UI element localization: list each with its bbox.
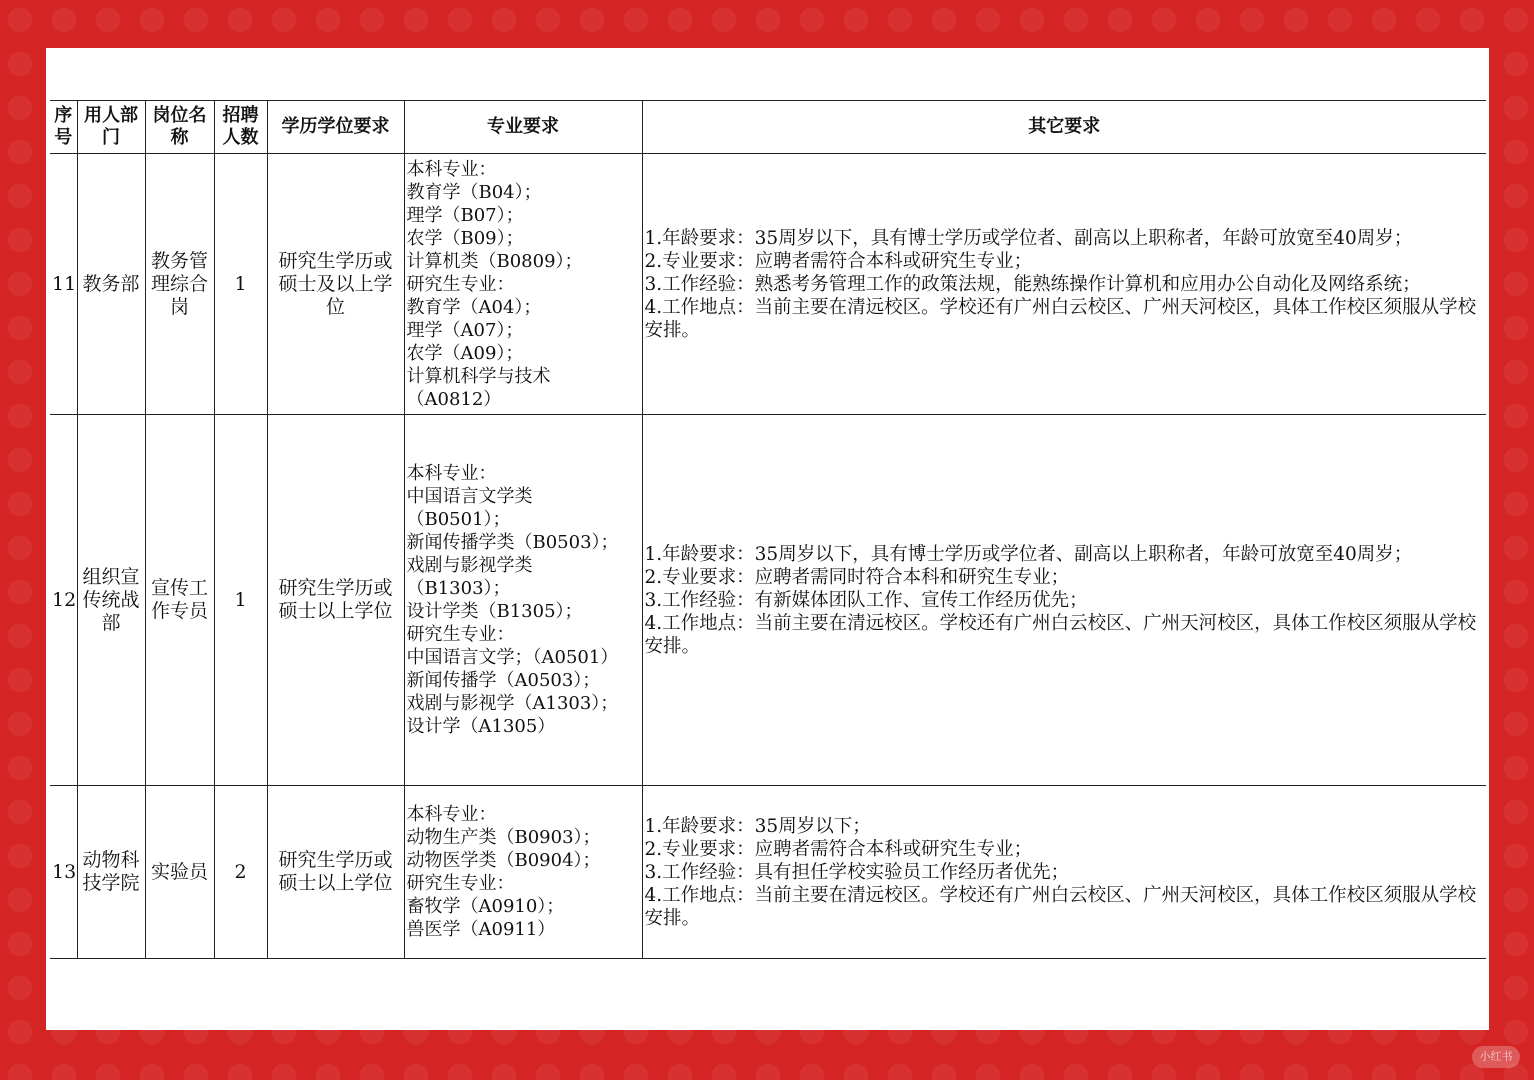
cell-other (642, 154, 1486, 415)
cell-line: 计算机类（B0809）； (406, 250, 583, 272)
cell-line: 研究生专业： (406, 624, 515, 645)
header-education: 学历学位要求 (267, 101, 404, 154)
table-row (50, 415, 1486, 786)
cell-position: 宣传工作专员 (145, 415, 214, 786)
cell-line: 戏剧与影视学（A1303）； (406, 693, 619, 714)
cell-line: 动物生产类（B0903）； (406, 827, 601, 848)
cell-line: 本科专业： (406, 463, 497, 484)
cell-education: 研究生学历或硕士以上学位 (267, 786, 404, 959)
cell-line: 计算机科学与技术 (406, 365, 551, 387)
cell-dept: 动物科技学院 (77, 786, 145, 959)
cell-line: 3.工作经验：有新媒体团队工作、宣传工作经历优先； (644, 589, 1088, 611)
cell-line: 设计学类（B1305）； (406, 601, 583, 622)
cell-line: 新闻传播学（A0503）； (406, 670, 601, 691)
cell-line: 4.工作地点：当前主要在清远校区。学校还有广州白云校区、广州天河校区，具体工作校区须服从学校安排。 (644, 296, 1477, 341)
header-other: 其它要求 (642, 101, 1486, 154)
cell-education: 研究生学历或硕士以上学位 (267, 415, 404, 786)
header-major: 专业要求 (404, 101, 642, 154)
cell-line: 研究生专业： (406, 273, 515, 295)
cell-line: 3.工作经验：熟悉考务管理工作的政策法规，能熟练操作计算机和应用办公自动化及网络系统； (644, 273, 1421, 295)
watermark-logo: 小红书 (1472, 1046, 1520, 1068)
cell-line: 设计学（A1305） (406, 716, 556, 737)
cell-line: 农学（B09）； (406, 227, 524, 249)
cell-line: 中国语言文学类 (406, 486, 533, 507)
header-position: 岗位名称 (145, 101, 214, 154)
cell-line: （B0501）； (406, 509, 511, 530)
cell-other (642, 415, 1486, 786)
cell-line: 1.年龄要求：35周岁以下，具有博士学历或学位者、副高以上职称者，年龄可放宽至40周岁； (644, 227, 1413, 249)
cell-line: 3.工作经验：具有担任学校实验员工作经历者优先； (644, 861, 1070, 883)
cell-major (404, 154, 642, 415)
cell-count: 1 (214, 415, 267, 786)
cell-line: 本科专业： (406, 804, 497, 825)
cell-line: 1.年龄要求：35周岁以下，具有博士学历或学位者、副高以上职称者，年龄可放宽至40周岁； (644, 543, 1413, 565)
cell-position: 教务管理综合岗 (145, 154, 214, 415)
cell-count: 1 (214, 154, 267, 415)
recruitment-table (50, 100, 1486, 959)
cell-dept: 教务部 (77, 154, 145, 415)
table-row (50, 786, 1486, 959)
cell-line: 畜牧学（A0910）； (406, 896, 565, 917)
cell-line: 中国语言文学；（A0501） (406, 647, 619, 668)
cell-seq: 11 (50, 154, 77, 415)
cell-other (642, 786, 1486, 959)
cell-line: 农学（A09）； (406, 342, 524, 364)
table-row (50, 154, 1486, 415)
cell-line: 教育学（A04）； (406, 296, 542, 318)
header-count: 招聘人数 (214, 101, 267, 154)
cell-line: 戏剧与影视学类 (406, 555, 533, 576)
cell-line: 理学（B07）； (406, 204, 524, 226)
cell-line: 兽医学（A0911） (406, 919, 556, 940)
cell-major (404, 786, 642, 959)
cell-line: 2.专业要求：应聘者需同时符合本科和研究生专业； (644, 566, 1070, 588)
cell-dept: 组织宣传统战部 (77, 415, 145, 786)
cell-line: （A0812） (406, 388, 502, 410)
table-header-row (50, 101, 1486, 154)
header-seq: 序号 (50, 101, 77, 154)
cell-line: 理学（A07）； (406, 319, 524, 341)
cell-position: 实验员 (145, 786, 214, 959)
cell-line: 研究生专业： (406, 873, 515, 894)
cell-line: （B1303）； (406, 578, 511, 599)
cell-line: 新闻传播学类（B0503）； (406, 532, 619, 553)
cell-line: 教育学（B04）； (406, 181, 542, 203)
cell-line: 4.工作地点：当前主要在清远校区。学校还有广州白云校区、广州天河校区，具体工作校区须服从学校安排。 (644, 884, 1477, 929)
header-dept: 用人部门 (77, 101, 145, 154)
cell-line: 1.年龄要求：35周岁以下； (644, 815, 871, 837)
cell-major (404, 415, 642, 786)
cell-line: 2.专业要求：应聘者需符合本科或研究生专业； (644, 250, 1033, 272)
recruitment-table-sheet (46, 48, 1489, 1030)
cell-line: 本科专业： (406, 158, 497, 180)
cell-seq: 13 (50, 786, 77, 959)
cell-line: 2.专业要求：应聘者需符合本科或研究生专业； (644, 838, 1033, 860)
cell-line: 动物医学类（B0904）； (406, 850, 601, 871)
cell-seq: 12 (50, 415, 77, 786)
cell-count: 2 (214, 786, 267, 959)
cell-line: 4.工作地点：当前主要在清远校区。学校还有广州白云校区、广州天河校区，具体工作校区须服从学校安排。 (644, 612, 1477, 657)
cell-education: 研究生学历或硕士及以上学位 (267, 154, 404, 415)
